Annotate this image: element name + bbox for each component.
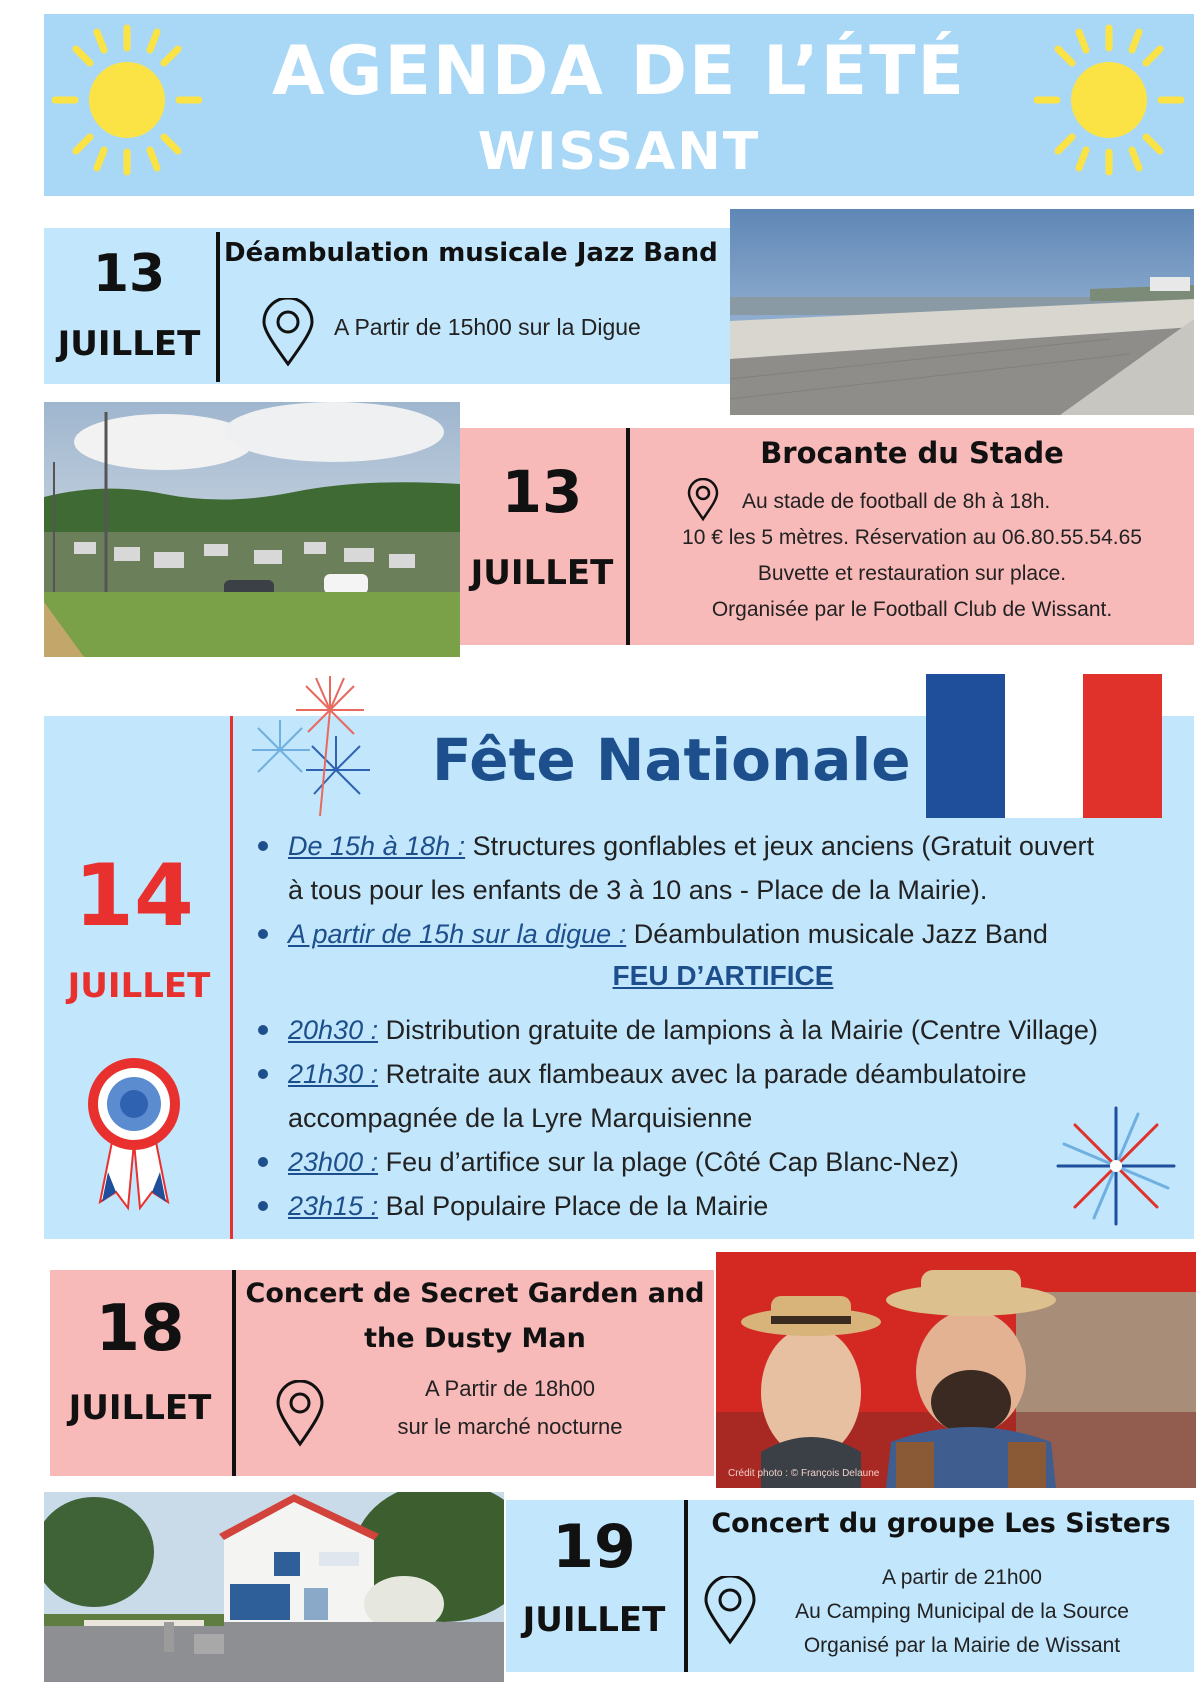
event-title: the Dusty Man (364, 1323, 586, 1354)
item-text: accompagnée de la Lyre Marquisienne (288, 1103, 753, 1133)
event-day: 19 (552, 1512, 636, 1582)
event-day: 13 (501, 458, 583, 526)
event-day: 13 (92, 244, 166, 304)
event-info: Au stade de football de 8h à 18h. (742, 490, 1051, 513)
french-flag-icon (926, 674, 1162, 818)
page-title: AGENDA DE L’ÉTÉ (272, 32, 966, 111)
event-info: A Partir de 15h00 sur la Digue (334, 314, 641, 340)
event-card-brocante (460, 428, 1194, 645)
event-info: Buvette et restauration sur place. (757, 562, 1067, 585)
photo-band-secret-garden (716, 1252, 1196, 1488)
location-pin-icon (686, 478, 720, 522)
item-text: Déambulation musicale Jazz Band (626, 919, 1048, 949)
item-text: Retraite aux flambeaux avec la parade déambulatoire (378, 1059, 1027, 1089)
event-month: JUILLET (522, 1600, 666, 1640)
header-banner (44, 14, 1194, 196)
event-day: 14 (74, 846, 194, 946)
item-text: Feu d’artifice sur la plage (Côté Cap Blanc-Nez) (378, 1147, 959, 1177)
event-info: 10 € les 5 mètres. Réservation au 06.80.55.54.65 (682, 526, 1142, 549)
event-month: JUILLET (67, 966, 211, 1006)
photo-camping-reception (44, 1492, 504, 1682)
fireworks-icon (1048, 1098, 1184, 1234)
photo-flea-market (44, 402, 460, 657)
event-month: JUILLET (68, 1388, 212, 1428)
photo-credit: Crédit photo : © François Delaune (728, 1468, 880, 1479)
event-info: A partir de 21h00 (882, 1566, 1042, 1589)
event-title: Concert du groupe Les Sisters (711, 1508, 1171, 1539)
event-title: Déambulation musicale Jazz Band (224, 238, 718, 268)
page-subtitle: WISSANT (477, 122, 761, 182)
event-info: Organisé par la Mairie de Wissant (803, 1634, 1121, 1657)
event-info: sur le marché nocturne (397, 1414, 623, 1439)
event-title: Concert de Secret Garden and (245, 1278, 705, 1309)
location-pin-icon (260, 298, 316, 368)
sun-icon (1034, 20, 1184, 180)
time-label: 23h15 : (288, 1191, 379, 1221)
time-label: De 15h à 18h : (288, 831, 466, 861)
event-month: JUILLET (57, 324, 201, 364)
fireworks-subheading: FEU D’ARTIFICE (612, 960, 834, 991)
time-label: A partir de 15h sur la digue : (288, 919, 627, 949)
event-info: Organisée par le Football Club de Wissant. (711, 598, 1113, 621)
fireworks-icon (250, 670, 390, 820)
item-text: à tous pour les enfants de 3 à 10 ans - Place de la Mairie). (288, 875, 988, 905)
list-item (258, 824, 1188, 912)
event-title: Brocante du Stade (760, 436, 1064, 470)
location-pin-icon (702, 1576, 758, 1646)
event-card-secret-garden (50, 1270, 714, 1476)
event-info: A Partir de 18h00 (424, 1376, 595, 1401)
time-label: 20h30 : (288, 1015, 379, 1045)
divider (230, 716, 233, 1239)
location-pin-icon (274, 1380, 326, 1448)
list-item (258, 912, 1188, 956)
event-info: Au Camping Municipal de la Source (795, 1600, 1129, 1623)
event-day: 18 (95, 1292, 185, 1366)
divider (216, 232, 220, 382)
rosette-icon (84, 1052, 184, 1212)
event-card-les-sisters (506, 1500, 1194, 1672)
time-label: 23h00 : (288, 1147, 379, 1177)
section-title: Fête Nationale (432, 726, 911, 794)
item-text: Bal Populaire Place de la Mairie (378, 1191, 769, 1221)
event-card-jazz-band (44, 228, 730, 384)
item-text: Structures gonflables et jeux anciens (Gratuit ouvert (465, 831, 1094, 861)
time-label: 21h30 : (288, 1059, 379, 1089)
list-item (258, 1008, 1188, 1052)
fete-program-list (258, 824, 1188, 956)
event-month: JUILLET (470, 553, 614, 593)
photo-beach-promenade (730, 209, 1194, 415)
item-text: Distribution gratuite de lampions à la Mairie (Centre Village) (378, 1015, 1098, 1045)
